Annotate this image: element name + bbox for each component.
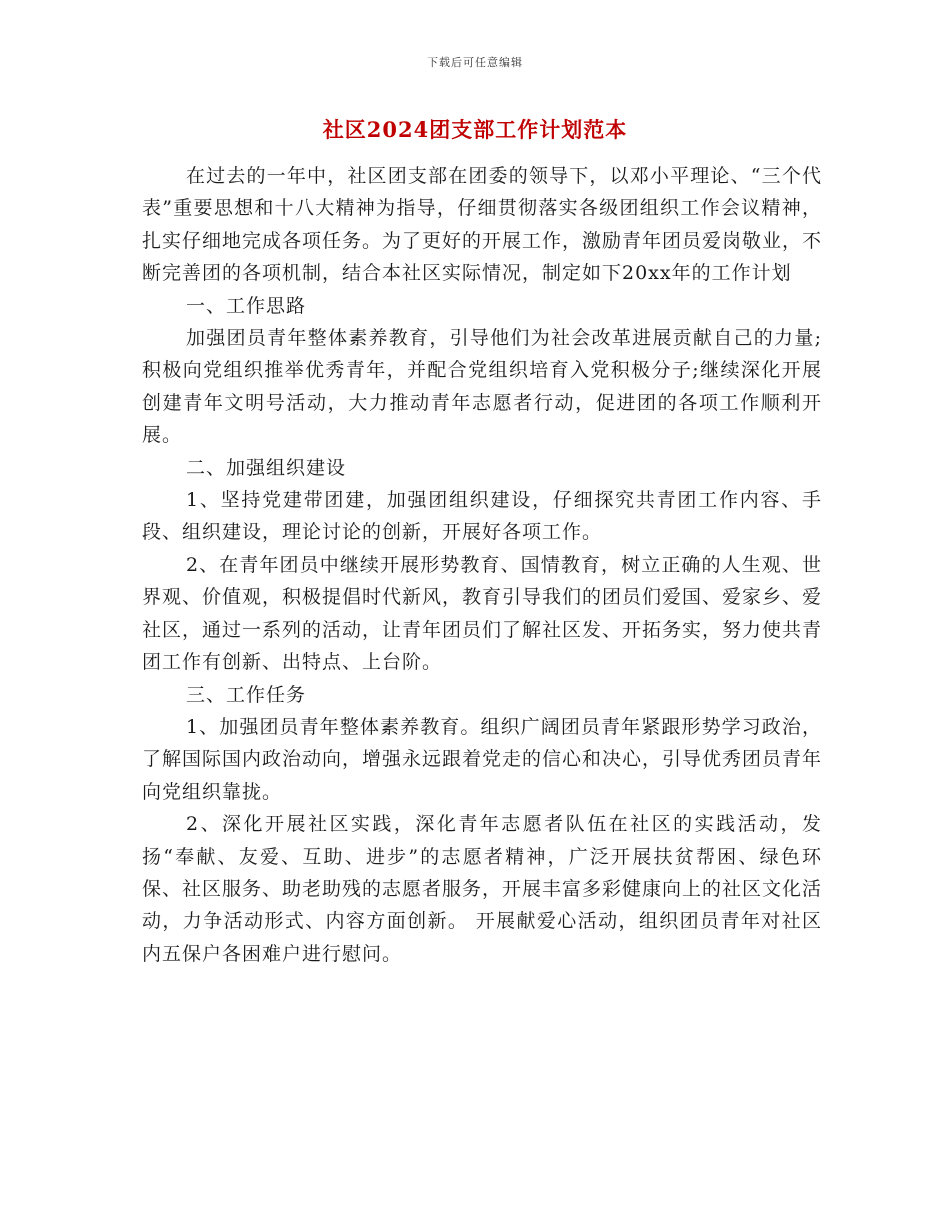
paragraph-tasks-1: 1、加强团员青年整体素养教育。组织广阔团员青年紧跟形势学习政治，了解国际国内政治动向，增强永远跟着党走的信心和决心，引导优秀团员青年向党组织靠拢。 <box>142 715 823 803</box>
paragraph-organization-2: 2、在青年团员中继续开展形势教育、国情教育，树立正确的人生观、世界观、价值观，积极提倡时代新风，教育引导我们的团员们爱国、爱家乡、爱社区，通过一系列的活动，让青年团员们了解社区发、开拓务实，努力使共青团工作有创新、出特点、上台阶。 <box>142 553 823 674</box>
header-note: 下载后可任意编辑 <box>427 56 523 69</box>
heading-work-ideas: 一、工作思路 <box>186 294 307 317</box>
paragraph-tasks-2: 2、深化开展社区实践，深化青年志愿者队伍在社区的实践活动，发扬“奉献、友爱、互助、进步”的志愿者精神，广泛开展扶贫帮困、绿色环保、社区服务、助老助残的志愿者服务，开展丰富多彩健康向上的社区文化活动，力争活动形式、内容方面创新。 开展献爱心活动，组织团员青年对社区内五保户各困难户进行慰问。 <box>142 813 823 965</box>
paragraph-organization-1: 1、坚持党建带团建，加强团组织建设，仔细探究共青团工作内容、手段、组织建设，理论讨论的创新，开展好各项工作。 <box>142 489 822 544</box>
paragraph-work-ideas: 加强团员青年整体素养教育，引导他们为社会改革进展贡献自己的力量;积极向党组织推举优秀青年，并配合党组织培育入党积极分子;继续深化开展创建青年文明号活动，大力推动青年志愿者行动，促进团的各项工作顺利开展。 <box>142 327 822 447</box>
document-title: 社区2024团支部工作计划范本 <box>322 117 628 142</box>
paragraph-intro: 在过去的一年中，社区团支部在团委的领导下，以邓小平理论、“三个代表”重要思想和十八大精神为指导，仔细贯彻落实各级团组织工作会议精神，扎实仔细地完成各项任务。为了更好的开展工作，激励青年团员爱岗敬业，不断完善团的各项机制，结合本社区实际情况，制定如下20xx年的工作计划 <box>142 165 823 285</box>
document-body <box>142 160 822 970</box>
heading-organization: 二、加强组织建设 <box>186 456 347 479</box>
heading-tasks: 三、工作任务 <box>186 683 307 706</box>
